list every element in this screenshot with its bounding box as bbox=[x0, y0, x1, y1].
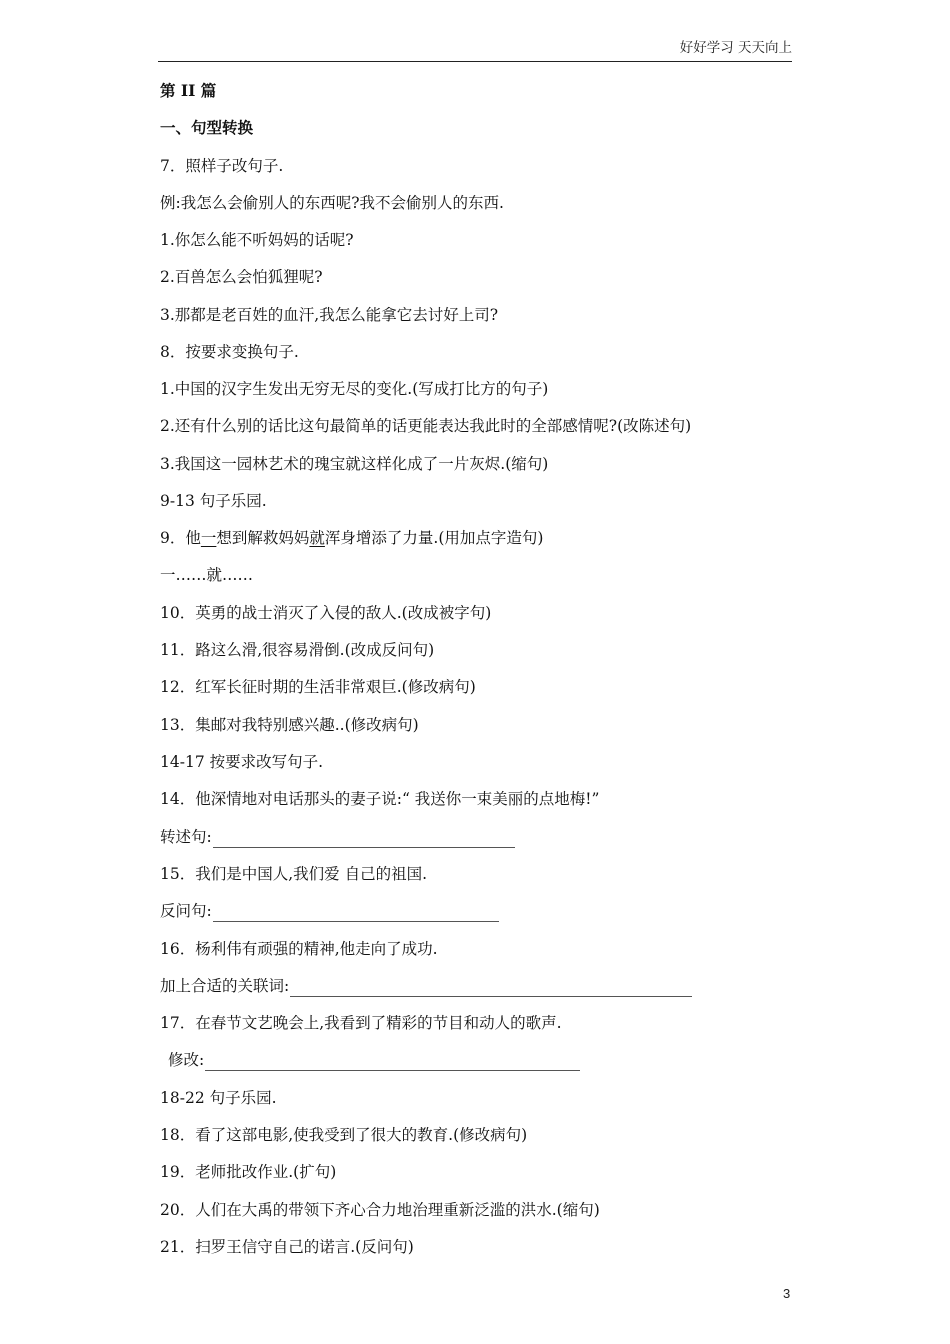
question-9-pattern: 一……就…… bbox=[160, 566, 254, 584]
question-17-answer-label: 修改: bbox=[168, 1051, 205, 1069]
question-18: 18．看了这部电影,使我受到了很大的教育.(修改病句) bbox=[160, 1126, 528, 1144]
question-8-item-2: 2.还有什么别的话比这句最简单的话更能表达我此时的全部感情呢?(改陈述句) bbox=[160, 417, 692, 435]
question-8-item-1: 1.中国的汉字生发出无穷无尽的变化.(写成打比方的句子) bbox=[160, 380, 549, 398]
question-14-answer-label: 转述句: bbox=[160, 828, 212, 846]
question-7-item-2: 2.百兽怎么会怕狐狸呢? bbox=[160, 268, 323, 286]
question-15-answer-row bbox=[160, 900, 499, 922]
question-16-answer-blank[interactable] bbox=[290, 979, 692, 997]
section-heading: 一、句型转换 bbox=[160, 118, 254, 137]
question-9-text-start: 9．他 bbox=[160, 529, 201, 547]
question-15: 15．我们是中国人,我们爱 自己的祖国. bbox=[160, 865, 428, 883]
page-number: 3 bbox=[783, 1286, 791, 1301]
question-9 bbox=[160, 527, 543, 549]
question-11: 11．路这么滑,很容易滑倒.(改成反问句) bbox=[160, 641, 435, 659]
question-16: 16．杨利伟有顽强的精神,他走向了成功. bbox=[160, 940, 438, 958]
question-12: 12．红军长征时期的生活非常艰巨.(修改病句) bbox=[160, 678, 476, 696]
header-motto: 好好学习 天天向上 bbox=[679, 40, 792, 56]
group-14-17-heading: 14-17 按要求改写句子. bbox=[160, 753, 324, 771]
section-title: 第 II 篇 bbox=[160, 81, 217, 100]
question-20: 20．人们在大禹的带领下齐心合力地治理重新泛滥的洪水.(缩句) bbox=[160, 1201, 600, 1219]
question-7-item-1: 1.你怎么能不听妈妈的话呢? bbox=[160, 231, 354, 249]
page-header bbox=[158, 40, 792, 62]
question-16-answer-row bbox=[160, 975, 692, 997]
question-7: 7．照样子改句子. bbox=[160, 157, 284, 175]
question-14-answer-row bbox=[160, 826, 515, 848]
question-7-item-3: 3.那都是老百姓的血汗,我怎么能拿它去讨好上司? bbox=[160, 306, 499, 324]
question-19: 19．老师批改作业.(扩句) bbox=[160, 1163, 337, 1181]
question-9-text-end: 浑身增添了力量.(用加点字造句) bbox=[324, 529, 544, 547]
question-17-answer-row bbox=[168, 1049, 580, 1071]
question-10: 10．英勇的战士消灭了入侵的敌人.(改成被字句) bbox=[160, 604, 492, 622]
question-8: 8．按要求变换句子. bbox=[160, 343, 299, 361]
question-15-answer-label: 反问句: bbox=[160, 902, 212, 920]
question-15-answer-blank[interactable] bbox=[213, 904, 499, 922]
question-14-answer-blank[interactable] bbox=[213, 830, 515, 848]
question-21: 21．扫罗王信守自己的诺言.(反问句) bbox=[160, 1238, 414, 1256]
question-17-answer-blank[interactable] bbox=[205, 1053, 580, 1071]
question-9-text-middle: 想到解救妈妈 bbox=[216, 529, 310, 547]
question-7-example: 例:我怎么会偷别人的东西呢?我不会偷别人的东西. bbox=[160, 194, 504, 212]
group-9-13-heading: 9-13 句子乐园. bbox=[160, 492, 267, 510]
question-9-marked-char-2: 就 bbox=[309, 529, 325, 547]
question-16-answer-label: 加上合适的关联词: bbox=[160, 977, 290, 995]
group-18-22-heading: 18-22 句子乐园. bbox=[160, 1089, 277, 1107]
question-9-marked-char-1: 一 bbox=[200, 529, 217, 547]
question-14: 14．他深情地对电话那头的妻子说:“ 我送你一束美丽的点地梅!” bbox=[160, 790, 600, 808]
question-17: 17．在春节文艺晚会上,我看到了精彩的节目和动人的歌声. bbox=[160, 1014, 562, 1032]
question-8-item-3: 3.我国这一园林艺术的瑰宝就这样化成了一片灰烬.(缩句) bbox=[160, 455, 549, 473]
question-13: 13．集邮对我特别感兴趣..(修改病句) bbox=[160, 716, 419, 734]
